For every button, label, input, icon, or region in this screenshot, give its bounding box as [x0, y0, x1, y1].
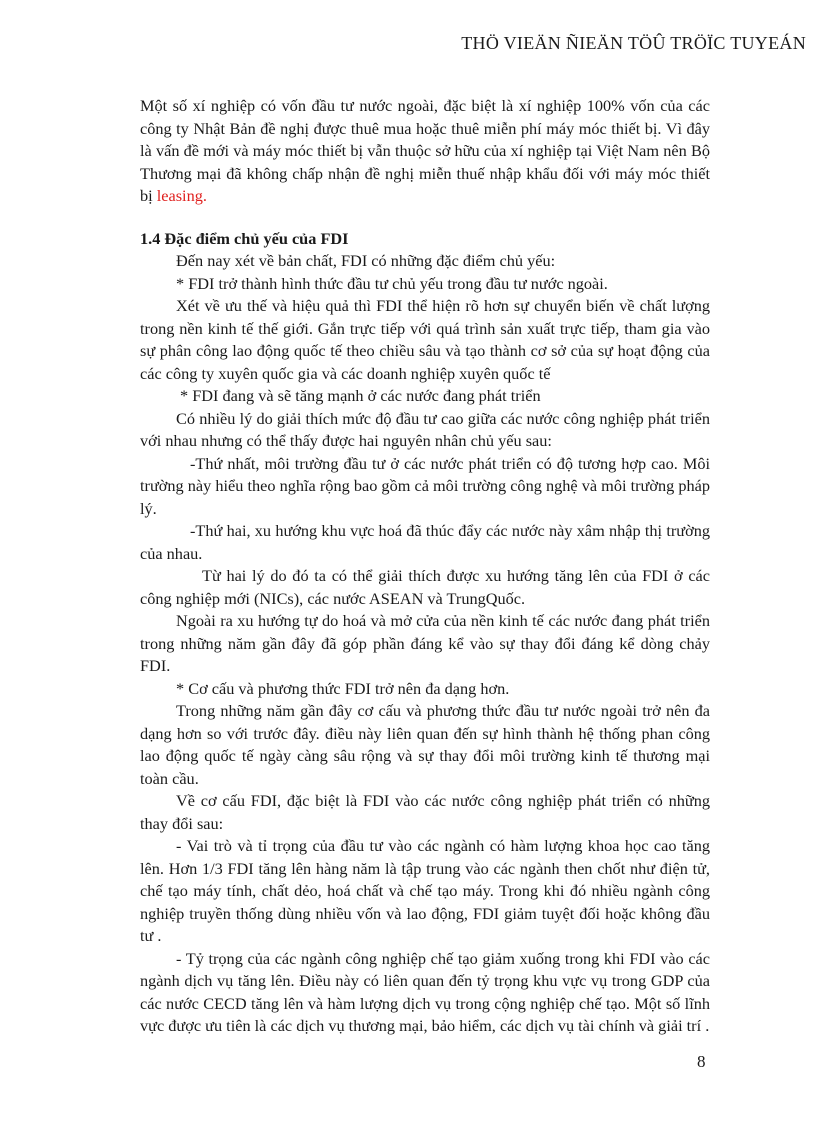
paragraph-12: Về cơ cấu FDI, đặc biệt là FDI vào các nước công nghiệp phát triển có những thay đổi sau:: [140, 791, 710, 833]
leasing-highlight: leasing.: [156, 186, 207, 205]
document-body: [140, 95, 710, 1038]
page-number: 8: [697, 1052, 706, 1071]
paragraph-14: - Tỷ trọng của các ngành công nghiệp chế tạo giảm xuống trong khi FDI vào các ngành dịch vụ tăng lên. Điều này có liên quan đến tỷ trọng khu vực vụ trong GDP của các nước CECD tăng lên và hàm lượng dịch vụ trong cộng nghiệp chế tạo. Một số lĩnh vực được ưu tiên là các dịch vụ thương mại, bảo hiểm, các dịch vụ tài chính và giải trí .: [140, 948, 710, 1035]
paragraph-7: -Thứ hai, xu hướng khu vực hoá đã thúc đẩy các nước này xâm nhập thị trường của nhau.: [140, 521, 710, 563]
paragraph-13: - Vai trò và tỉ trọng của đầu tư vào các ngành có hàm lượng khoa học cao tăng lên. Hơn 1/3 FDI tăng lên hàng năm là tập trung vào các ngành then chốt như điện tử, chế tạo máy tính, chất dẻo, hoá chất và chế tạo máy. Trong khi đó nhiều ngành công nghiệp truyền thống dùng nhiều vốn và lao động, FDI giảm tuyệt đối hoặc không đầu tư .: [140, 836, 710, 945]
intro-text: Một số xí nghiệp có vốn đầu tư nước ngoài, đặc biệt là xí nghiệp 100% vốn của các công ty Nhật Bản đề nghị được thuê mua hoặc thuê miễn phí máy móc thiết bị. Vì đây là vấn đề mới và máy móc thiết bị vẫn thuộc sở hữu của xí nghiệp tại Việt Nam nên Bộ Thương mại đã không chấp nhận đề nghị miễn thuế nhập khẩu đối với máy móc thiết bị: [140, 96, 710, 205]
intro-paragraph: [140, 95, 710, 208]
section-spacer: [140, 208, 710, 228]
paragraph-5: Có nhiều lý do giải thích mức độ đầu tư cao giữa các nước công nghiệp phát triển với nhau nhưng có thể thấy được hai nguyên nhân chủ yếu sau:: [140, 408, 710, 450]
paragraph-6: -Thứ nhất, môi trường đầu tư ở các nước phát triển có độ tương hợp cao. Môi trường này hiểu theo nghĩa rộng bao gồm cả môi trường công nghệ và môi trường pháp lý.: [140, 453, 710, 518]
paragraph-2: * FDI trở thành hình thức đầu tư chủ yếu trong đầu tư nước ngoài.: [176, 273, 608, 293]
paragraph-9: Ngoài ra xu hướng tự do hoá và mở cửa của nền kinh tế các nước đang phát triển trong những năm gần đây đã góp phần đáng kể vào sự thay đổi đáng kể dòng chảy FDI.: [140, 611, 710, 675]
paragraph-11: Trong những năm gần đây cơ cấu và phương thức đầu tư nước ngoài trở nên đa dạng hơn so với trước đây. điều này liên quan đến sự hình thành hệ thống phan công lao động quốc tế ngày càng sâu rộng và sự thay đổi môi trường kinh tế thương mại toàn cầu.: [140, 701, 710, 788]
header-title: THÖ VIEÄN ÑIEÄN TÖÛ TRÖÏC TUYEÁN: [461, 33, 806, 53]
paragraph-3: Xét về ưu thế và hiệu quả thì FDI thể hiện rõ hơn sự chuyển biến về chất lượng trong nền kinh tế thế giới. Gắn trực tiếp với quá trình sản xuất trực tiếp, tham gia vào sự phân công lao động quốc tế theo chiều sâu và tạo thành cơ sở của sự hoạt động của các công ty xuyên quốc gia và các doanh nghiệp xuyên quốc tế: [140, 296, 710, 383]
paragraph-1: Đến nay xét về bản chất, FDI có những đặc điểm chủ yếu:: [176, 251, 556, 270]
paragraph-8: Từ hai lý do đó ta có thể giải thích được xu hướng tăng lên của FDI ở các công nghiệp mới (NICs), các nước ASEAN và TrungQuốc.: [140, 566, 710, 608]
paragraph-10: * Cơ cấu và phương thức FDI trở nên đa dạng hơn.: [176, 678, 510, 698]
paragraph-4: * FDI đang và sẽ tăng mạnh ở các nước đang phát triển: [180, 386, 541, 405]
section-heading: 1.4 Đặc điểm chủ yếu của FDI: [140, 228, 349, 248]
